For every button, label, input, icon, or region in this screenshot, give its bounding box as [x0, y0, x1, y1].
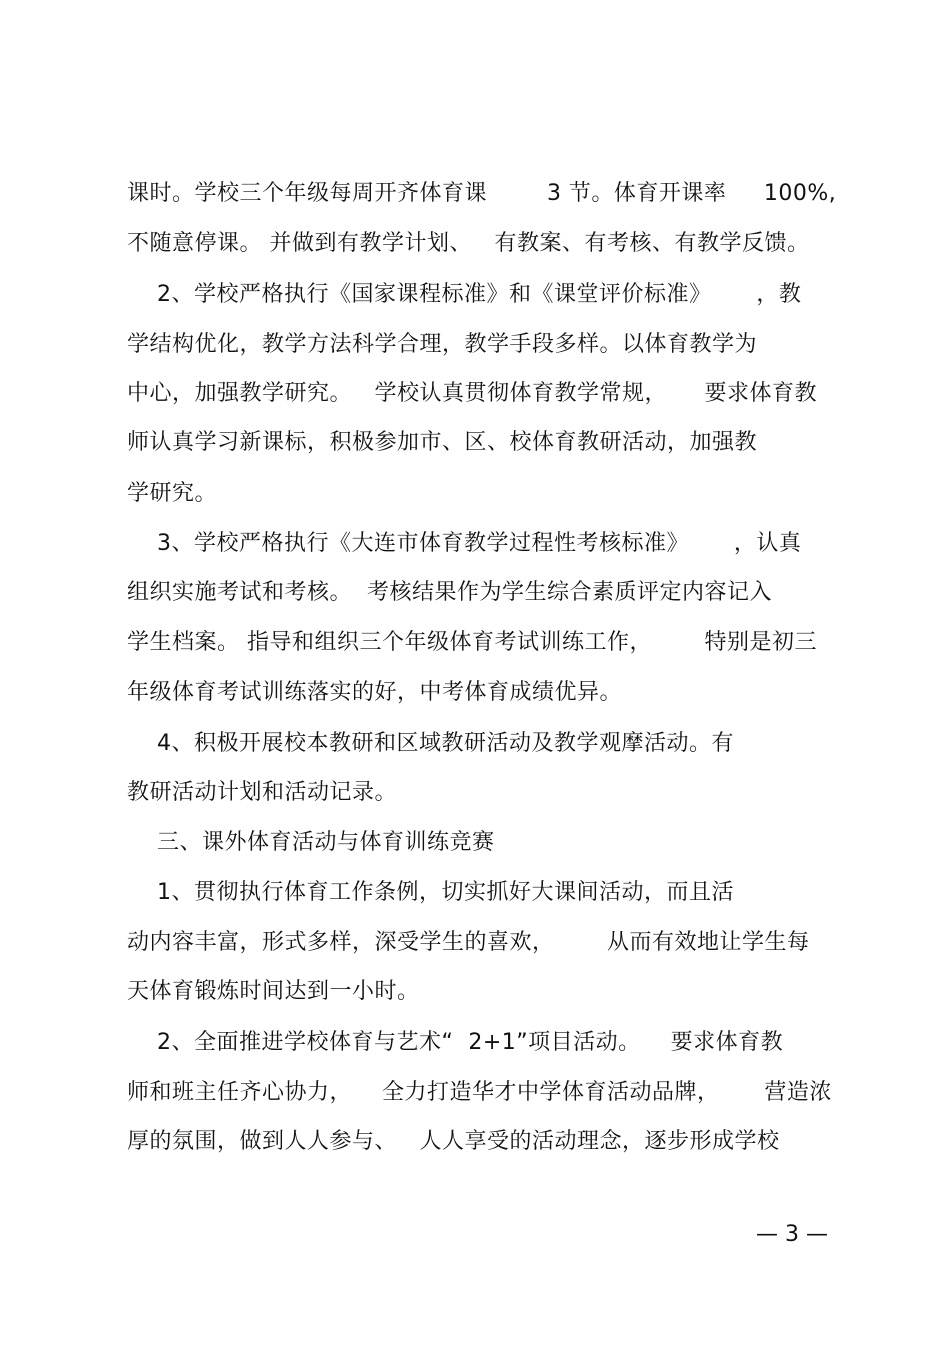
text-line: 动内容丰富，形式多样，深受学生的喜欢， 从而有效地让学生每 — [127, 930, 810, 955]
text-line: 1、贯彻执行体育工作条例，切实抓好大课间活动，而且活 — [127, 880, 734, 905]
page-number: — 3 — — [756, 1222, 828, 1247]
text-line: 2、学校严格执行《国家课程标准》和《课堂评价标准》 ，教 — [127, 282, 802, 307]
text-line: 课时。学校三个年级每周开齐体育课 3 节。体育开课率 100%, — [127, 181, 837, 206]
text-line: 学研究。 — [127, 481, 218, 506]
text-line: 天体育锻炼时间达到一小时。 — [127, 979, 420, 1004]
text-line: 教研活动计划和活动记录。 — [127, 780, 398, 805]
section-heading: 三、课外体育活动与体育训练竞赛 — [127, 830, 495, 855]
text-line: 2、全面推进学校体育与艺术“ 2+1”项目活动。 要求体育教 — [127, 1030, 784, 1055]
text-line: 3、学校严格执行《大连市体育教学过程性考核标准》 ，认真 — [127, 531, 802, 556]
text-line: 组织实施考试和考核。 考核结果作为学生综合素质评定内容记入 — [127, 580, 772, 605]
text-line: 不随意停课。 并做到有教学计划、 有教案、有考核、有教学反馈。 — [127, 231, 810, 256]
text-line: 学结构优化，教学方法科学合理，教学手段多样。以体育教学为 — [127, 332, 758, 357]
text-line: 师认真学习新课标，积极参加市、区、校体育教研活动，加强教 — [127, 430, 758, 455]
text-line: 4、积极开展校本教研和区域教研活动及教学观摩活动。有 — [127, 731, 734, 756]
text-line: 学生档案。 指导和组织三个年级体育考试训练工作， 特别是初三 — [127, 630, 817, 655]
text-line: 年级体育考试训练落实的好，中考体育成绩优异。 — [127, 680, 623, 705]
text-line: 中心，加强教学研究。 学校认真贯彻体育教学常规， 要求体育教 — [127, 381, 817, 406]
text-line: 师和班主任齐心协力， 全力打造华才中学体育活动品牌， 营造浓 — [127, 1080, 832, 1105]
text-line: 厚的氛围，做到人人参与、 人人享受的活动理念，逐步形成学校 — [127, 1129, 780, 1154]
